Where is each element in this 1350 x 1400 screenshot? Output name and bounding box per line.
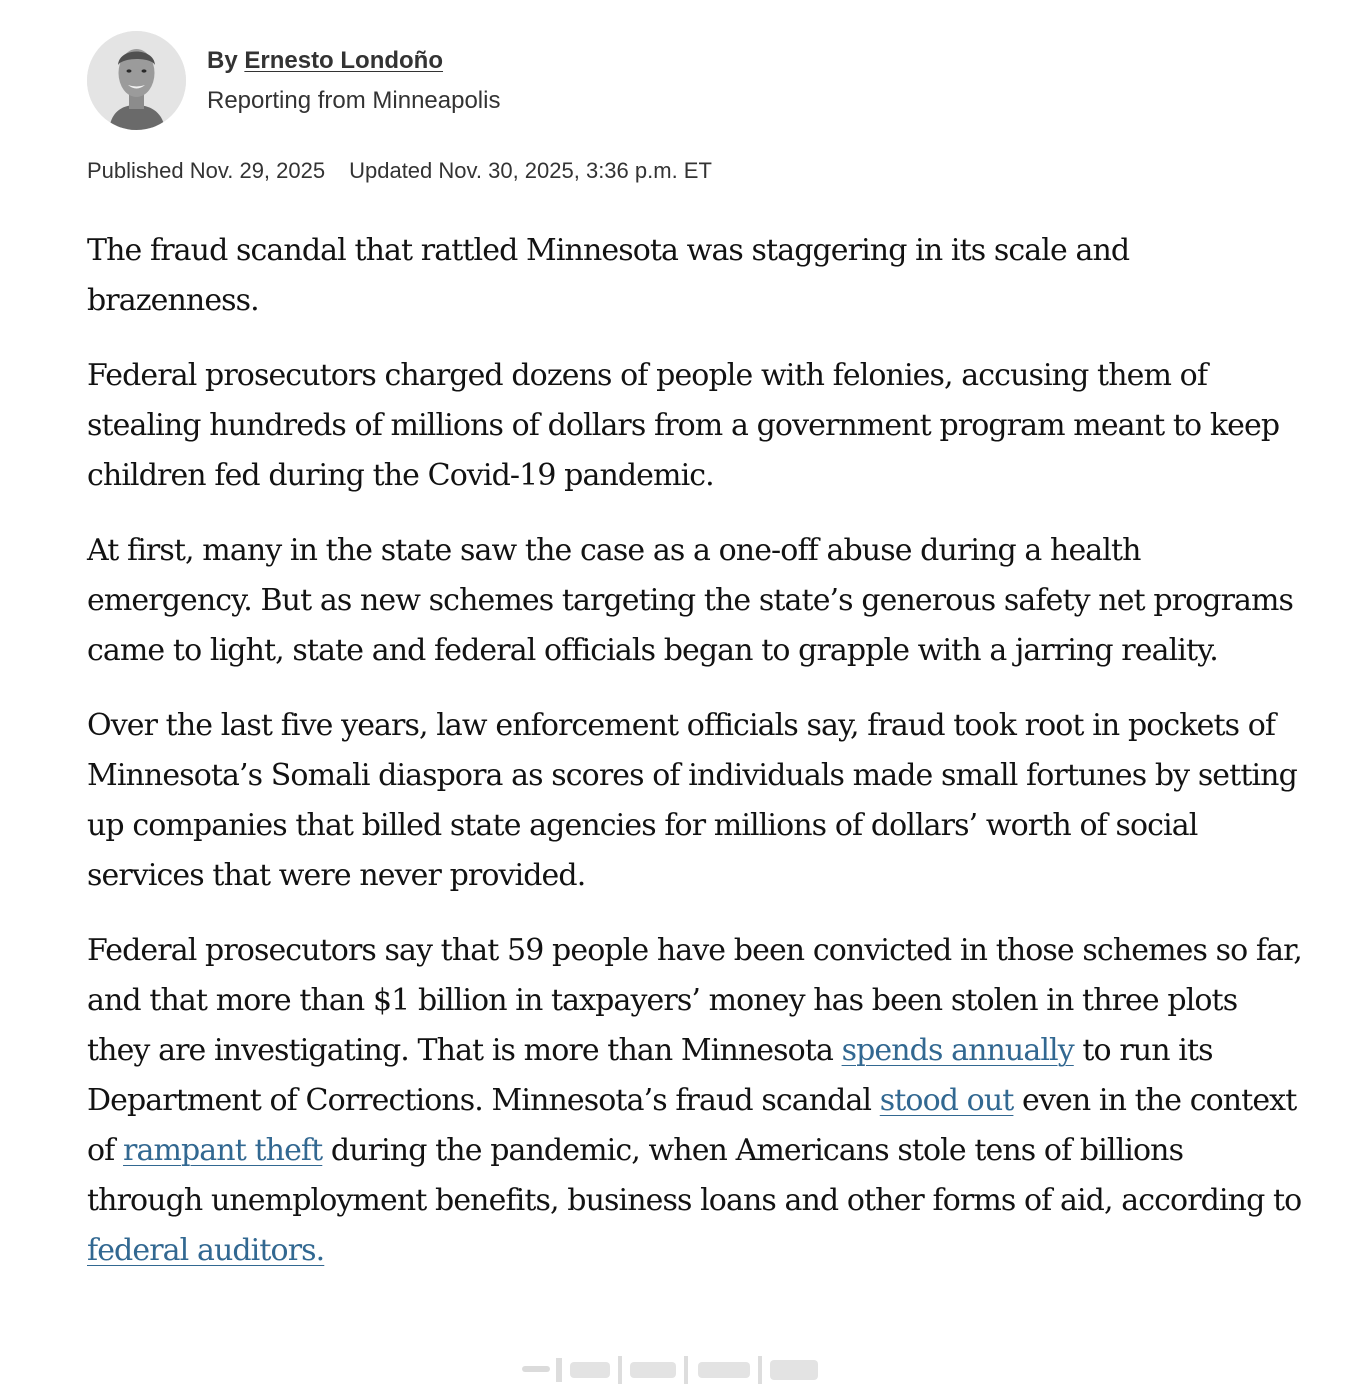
byline-author-line [207, 44, 500, 78]
stood-out-link[interactable]: stood out [879, 1083, 1014, 1118]
byline-text [207, 44, 500, 118]
byline [87, 31, 500, 130]
paragraph: Federal prosecutors charged dozens of people with felonies, accusing them of stealing hundreds of millions of dollars from a government program meant to keep children fed during the Covid-19 pandemic. [87, 358, 1280, 493]
published-date: Published Nov. 29, 2025 [87, 158, 326, 183]
article-body [87, 226, 1302, 1301]
paragraph-text: to run its Department of Corrections. Minnesota’s fraud scandal [87, 1033, 1213, 1118]
reporting-location: Reporting from Minneapolis [207, 86, 501, 114]
author-avatar[interactable] [87, 31, 186, 130]
paragraph: At first, many in the state saw the case as a one-off abuse during a health emergency. But as new schemes targeting the state’s generous safety net programs came to light, state and federal officials began to grapple with a jarring reality. [87, 533, 1294, 668]
author-link[interactable]: Ernesto Londoño [244, 46, 444, 74]
federal-auditors-link[interactable]: federal auditors. [87, 1233, 325, 1268]
rampant-theft-link[interactable]: rampant theft [123, 1133, 323, 1168]
paragraph-text: even in the context of [87, 1083, 1297, 1168]
byline-prefix: By [207, 46, 245, 74]
watermark-icon [522, 1352, 822, 1386]
paragraph: The fraud scandal that rattled Minnesota was staggering in its scale and brazenness. [87, 233, 1130, 318]
paragraph [87, 926, 1302, 1276]
paragraph-text: Federal prosecutors say that 59 people have been convicted in those schemes so far, and that more than $1 billion in taxpayers’ money has been stolen in three plots they are investigating. That is more than Minnesota [87, 933, 1302, 1068]
paragraph: Over the last five years, law enforcement officials say, fraud took root in pockets of Minnesota’s Somali diaspora as scores of individuals made small fortunes by setting up companies that billed state agencies for millions of dollars’ worth of social services that were never provided. [87, 708, 1297, 893]
updated-date: Updated Nov. 30, 2025, 3:36 p.m. ET [349, 158, 712, 183]
author-photo-icon [87, 31, 186, 130]
spends-annually-link[interactable]: spends annually [841, 1033, 1074, 1068]
paragraph-text: during the pandemic, when Americans stole tens of billions through unemployment benefits, business loans and other forms of aid, according to [87, 1133, 1302, 1218]
article-dates [87, 154, 712, 188]
